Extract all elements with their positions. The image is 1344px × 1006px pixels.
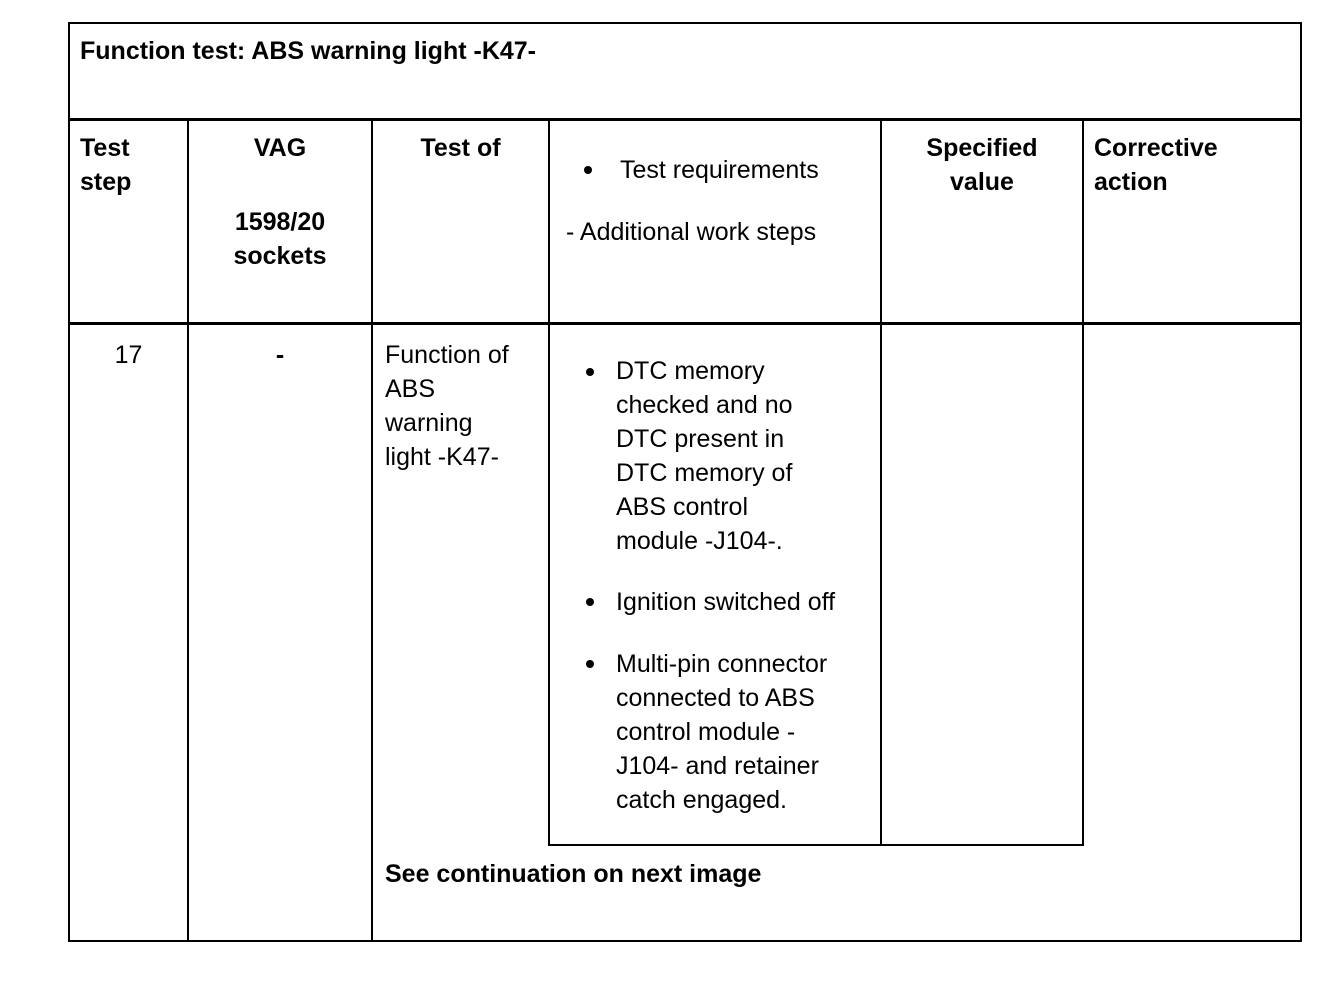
- requirement-3-line5: catch engaged.: [616, 786, 787, 814]
- requirement-1-line4: DTC memory of: [616, 459, 793, 487]
- header-additional-work-steps: - Additional work steps: [566, 218, 817, 246]
- col-divider-2: [371, 120, 373, 942]
- requirement-3-line3: control module -: [616, 718, 796, 746]
- requirements-bottom-rule: [548, 844, 1084, 846]
- header-bottom-rule: [68, 322, 1302, 325]
- table-title: Function test: ABS warning light -K47-: [80, 37, 537, 65]
- header-test-step-line1: Test: [80, 134, 130, 162]
- header-corrective-action-line1: Corrective: [1094, 134, 1218, 162]
- requirement-3-line4: J104- and retainer: [616, 752, 819, 780]
- row-vag: -: [275, 341, 285, 369]
- requirement-3-line2: connected to ABS: [616, 684, 815, 712]
- header-test-requirements: Test requirements: [620, 156, 819, 184]
- requirement-1-line5: ABS control: [616, 493, 749, 521]
- row-test-of-line2: ABS: [385, 375, 436, 403]
- requirement-1-line6: module -J104-.: [616, 527, 783, 555]
- requirement-1-line3: DTC present in: [616, 425, 785, 453]
- col-divider-3: [548, 120, 550, 846]
- header-vag-line3: sockets: [233, 242, 327, 270]
- row-test-of-line4: light -K47-: [385, 443, 499, 471]
- header-vag-line1: VAG: [253, 134, 307, 162]
- header-corrective-action-line2: action: [1094, 168, 1168, 196]
- requirement-1-line2: checked and no: [616, 391, 793, 419]
- row-test-of-line1: Function of: [385, 341, 509, 369]
- header-test-of: Test of: [420, 134, 501, 162]
- bullet-icon: [584, 166, 592, 174]
- header-vag-line2: 1598/20: [234, 208, 326, 236]
- row-test-of-line3: warning: [385, 409, 473, 437]
- header-test-step-line2: step: [80, 168, 132, 196]
- header-specified-value-line1: Specified: [926, 134, 1038, 162]
- col-divider-5: [1082, 120, 1084, 846]
- requirement-2-line1: Ignition switched off: [616, 588, 836, 616]
- continuation-note: See continuation on next image: [385, 860, 762, 888]
- header-top-rule: [68, 118, 1302, 121]
- requirement-3-line1: Multi-pin connector: [616, 650, 828, 678]
- header-specified-value-line2: value: [950, 168, 1014, 196]
- bullet-icon: [586, 660, 594, 668]
- requirement-1-line1: DTC memory: [616, 357, 765, 385]
- bullet-icon: [586, 368, 594, 376]
- row-test-step: 17: [114, 341, 143, 369]
- col-divider-4: [880, 120, 882, 846]
- bullet-icon: [586, 598, 594, 606]
